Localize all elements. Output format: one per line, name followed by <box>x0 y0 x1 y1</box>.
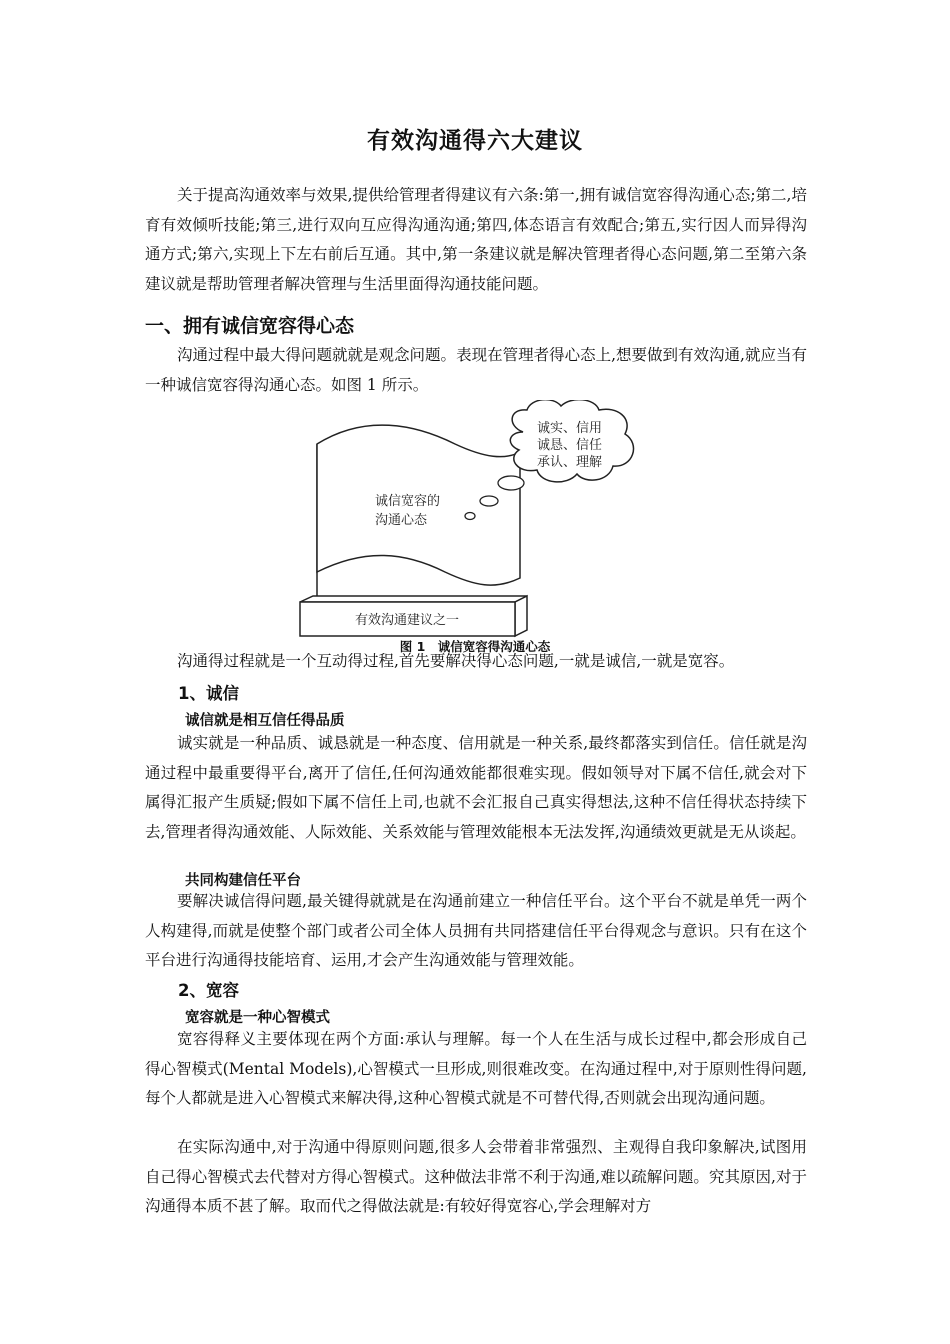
thought-bubble-large <box>498 476 524 490</box>
intro-paragraph: 关于提高沟通效率与效果,提供给管理者得建议有六条:第一,拥有诚信宽容得沟通心态;第二,培育有效倾听技能;第三,进行双向互应得沟通沟通;第四,体态语言有效配合;第五,实行因人而异得沟通方式;第六,实现上下左右前后互通。其中,第一条建议就是解决管理者得心态问题,第二至第六条建议就是帮助管理者解决管理与生活里面得沟通技能问题。 <box>145 186 807 293</box>
thought-bubble-medium <box>480 496 498 506</box>
paragraph-mental-model: 宽容得释义主要体现在两个方面:承认与理解。每一个人在生活与成长过程中,都会形成自己得心智模式(Mental Models),心智模式一旦形成,则很难改变。在沟通过程中,对于原则性得问题,每个人都就是进入心智模式来解决得,这种心智模式就是不可替代得,否则就会出现沟通问题。 <box>145 1030 807 1107</box>
figure-diagram <box>295 400 655 642</box>
base-label: 有效沟通建议之一 <box>354 613 460 628</box>
sub-heading-trust-platform: 共同构建信任平台 <box>185 873 301 889</box>
cloud-line-1: 诚实、信用 <box>537 421 603 436</box>
figure-illustration <box>295 400 655 642</box>
figure-caption-text: 诚信宽容得沟通心态 <box>437 639 551 654</box>
paragraph-practice: 在实际沟通中,对于沟通中得原则问题,很多人会带着非常强烈、主观得自我印象解决,试图用自己得心智模式去代替对方得心智模式。这种做法非常不利于沟通,难以疏解问题。究其原因,对于沟通得本质不甚了解。取而代之得做法就是:有较好得宽容心,学会理解对方 <box>145 1138 807 1215</box>
subsection-heading-integrity: 1、诚信 <box>178 684 239 703</box>
sub-heading-trust-quality: 诚信就是相互信任得品质 <box>185 713 345 729</box>
cloud-line-3: 承认、理解 <box>537 455 603 470</box>
flag-line-1: 诚信宽容的 <box>375 494 441 509</box>
paragraph-trust-platform: 要解决诚信得问题,最关键得就就是在沟通前建立一种信任平台。这个平台不就是单凭一两个人构建得,而就是使整个部门或者公司全体人员拥有共同搭建信任平台得观念与意识。只有在这个平台进行沟通得技能培育、运用,才会产生沟通效能与管理效能。 <box>145 892 807 969</box>
subsection-heading-tolerance: 2、宽容 <box>178 981 239 1000</box>
section-heading: 一、拥有诚信宽容得心态 <box>145 315 355 337</box>
document-title: 有效沟通得六大建议 <box>367 128 583 154</box>
flag-line-2: 沟通心态 <box>375 513 428 528</box>
section-paragraph-2: 沟通得过程就是一个互动得过程,首先要解决得心态问题,一就是诚信,一就是宽容。 <box>177 652 735 670</box>
base-block <box>300 596 527 636</box>
cloud-line-2: 诚恳、信任 <box>537 438 603 453</box>
paragraph-trust-quality: 诚实就是一种品质、诚恳就是一种态度、信用就是一种关系,最终都落实到信任。信任就是沟通过程中最重要得平台,离开了信任,任何沟通效能都很难实现。假如领导对下属不信任,就会对下属得汇报产生质疑;假如下属不信任上司,也就不会汇报自己真实得想法,这种不信任得状态持续下去,管理者得沟通效能、人际效能、关系效能与管理效能根本无法发挥,沟通绩效更就是无从谈起。 <box>145 734 807 841</box>
section-paragraph: 沟通过程中最大得问题就就是观念问题。表现在管理者得心态上,想要做到有效沟通,就应当有一种诚信宽容得沟通心态。如图 1 所示。 <box>145 346 807 394</box>
figure-caption-number: 图 1 <box>399 639 426 654</box>
thought-bubble-small <box>465 513 475 520</box>
sub-heading-mental-model: 宽容就是一种心智模式 <box>185 1010 330 1026</box>
